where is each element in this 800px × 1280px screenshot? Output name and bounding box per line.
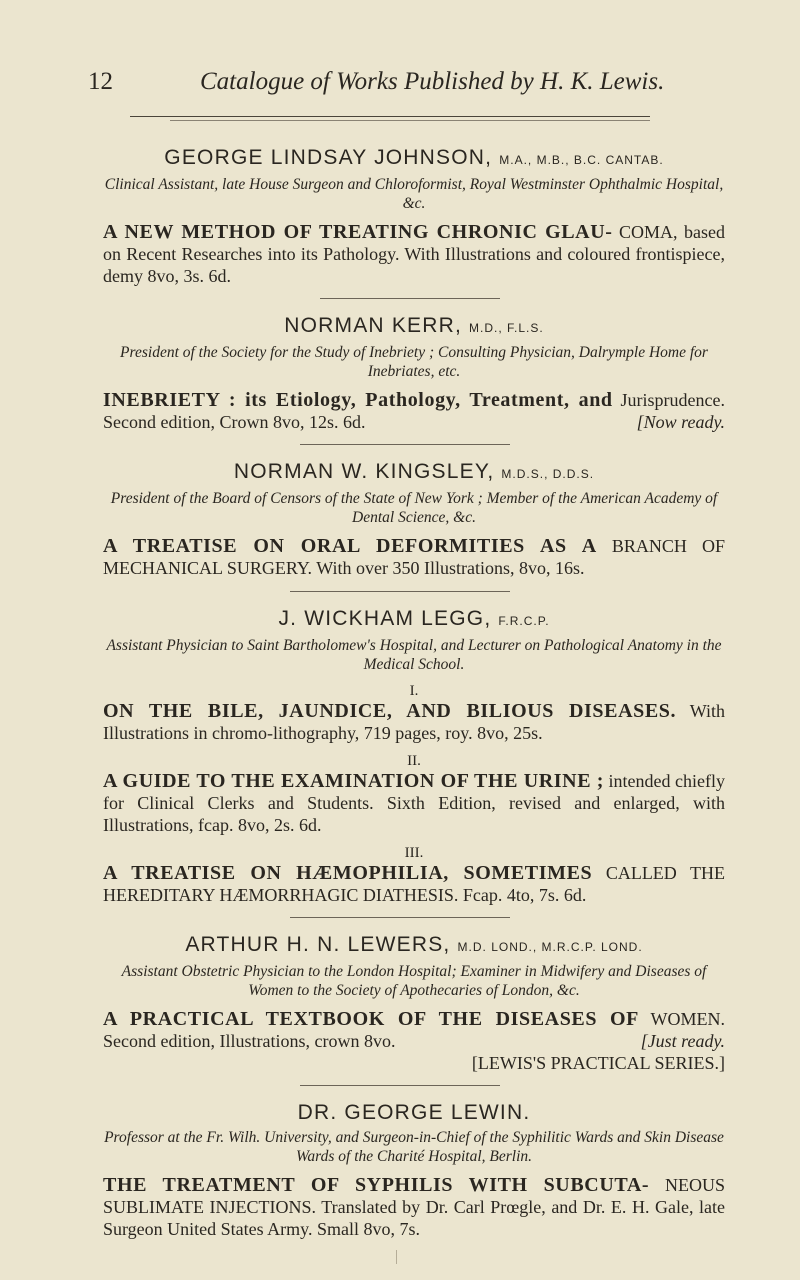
header-rule xyxy=(130,116,650,117)
book-details: BRANCH OF MECHANICAL SURGERY. With over 350 Illustrations, 8vo, 16s. xyxy=(103,536,726,579)
book-title: A NEW METHOD OF TREATING CHRONIC GLAU- xyxy=(103,221,613,243)
book-entry xyxy=(103,700,725,744)
book-title: INEBRIETY : its Etiology, Pathology, Treatment, and xyxy=(103,389,613,412)
book-entry xyxy=(103,389,725,433)
book-entry xyxy=(103,535,725,579)
section-divider xyxy=(290,591,510,592)
author-degrees: M.A., M.B., B.C. CANTAB. xyxy=(499,153,664,167)
section-divider xyxy=(300,444,510,445)
book-title: A PRACTICAL TEXTBOOK OF THE DISEASES OF xyxy=(103,1007,639,1030)
availability-note: [Just ready. xyxy=(640,1030,725,1051)
header-rule-secondary xyxy=(170,120,650,121)
author-degrees: M.D. LOND., M.R.C.P. LOND. xyxy=(457,939,643,954)
book-entry xyxy=(103,221,725,287)
section-divider xyxy=(300,1085,500,1086)
author-name-text: GEORGE LINDSAY JOHNSON, xyxy=(164,146,493,169)
author-name-text: J. WICKHAM LEGG, xyxy=(278,606,492,630)
work-numeral: III. xyxy=(404,844,424,861)
entry-lewin xyxy=(103,1100,725,1240)
book-details: COMA, based on Recent Researches into its Pathology. With Illustrations and coloured frontispiece, demy 8vo, 3s. 6d. xyxy=(103,222,726,286)
author-degrees: M.D.S., D.D.S. xyxy=(501,467,595,482)
author-role: Clinical Assistant, late House Surgeon and Chloroformist, Royal Westminster Ophthalmic Hospital, &c. xyxy=(104,176,724,212)
running-title: Catalogue of Works Published by H. K. Lewis. xyxy=(200,68,665,95)
author-name xyxy=(103,606,725,634)
book-entry xyxy=(103,1174,725,1240)
book-title: THE TREATMENT OF SYPHILIS WITH SUBCUTA- xyxy=(103,1174,665,1196)
author-role: Assistant Obstetric Physician to the London Hospital; Examiner in Midwifery and Diseases of Women to the Society of Apothecaries of London, &c. xyxy=(121,962,707,999)
author-name-text: NORMAN KERR, xyxy=(284,314,462,338)
book-details: NEOUS SUBLIMATE INJECTIONS. Translated by Dr. Carl Prœgle, and Dr. E. H. Gale, late Surgeon United States Army. Small 8vo, 7s. xyxy=(103,1175,725,1239)
book-title: ON THE BILE, JAUNDICE, AND BILIOUS DISEASES. xyxy=(103,699,677,722)
section-divider xyxy=(320,298,500,299)
book-entry xyxy=(103,770,725,836)
author-name-text: ARTHUR H. N. LEWERS, xyxy=(185,932,451,956)
author-role: Professor at the Fr. Wilh. University, and Surgeon-in-Chief of the Syphilitic Wards and Skin Disease Wards of the Charité Hospital, Berlin. xyxy=(104,1129,724,1165)
author-name xyxy=(103,1100,725,1126)
book-title: A GUIDE TO THE EXAMINATION OF THE URINE ; xyxy=(103,769,605,792)
author-name xyxy=(103,145,725,173)
entry-kingsley xyxy=(103,459,725,579)
book-details: WOMEN. Second edition, Illustrations, crown 8vo. xyxy=(103,1008,725,1051)
entry-johnson xyxy=(103,145,725,287)
author-degrees: F.R.C.P. xyxy=(498,613,550,628)
author-name xyxy=(103,932,725,960)
author-name-text: DR. GEORGE LEWIN. xyxy=(297,1101,531,1124)
page-mark xyxy=(396,1250,397,1264)
author-name-text: NORMAN W. KINGSLEY, xyxy=(233,460,495,484)
section-divider xyxy=(290,917,510,918)
availability-note: [Now ready. xyxy=(636,412,725,433)
page-number: 12 xyxy=(88,68,113,95)
entry-kerr xyxy=(103,313,725,433)
book-entry xyxy=(103,1008,725,1074)
series-note: [LEWIS'S PRACTICAL SERIES.] xyxy=(471,1052,725,1073)
author-name xyxy=(103,459,725,487)
book-details: With Illustrations in chromo-lithography, 719 pages, roy. 8vo, 25s. xyxy=(103,700,725,743)
work-numeral: II. xyxy=(407,752,421,769)
work-numeral: I. xyxy=(409,682,419,699)
author-degrees: M.D., F.L.S. xyxy=(469,321,544,336)
author-role: Assistant Physician to Saint Bartholomew's Hospital, and Lecturer on Pathological Anatomy in the Medical School. xyxy=(106,636,722,673)
entry-legg xyxy=(103,606,725,906)
book-title: A TREATISE ON HÆMOPHILIA, SOMETIMES xyxy=(103,861,593,884)
entry-lewers xyxy=(103,932,725,1074)
book-entry xyxy=(103,862,725,906)
author-name xyxy=(103,313,725,341)
book-details: Jurisprudence. Second edition, Crown 8vo, 12s. 6d. xyxy=(103,390,725,433)
book-details: intended chiefly for Clinical Clerks and Students. Sixth Edition, revised and enlarged, with Illustrations, fcap. 8vo, 2s. 6d. xyxy=(103,770,725,835)
book-title: A TREATISE ON ORAL DEFORMITIES AS A xyxy=(103,535,597,558)
book-details: CALLED THE HEREDITARY HÆMORRHAGIC DIATHESIS. Fcap. 4to, 7s. 6d. xyxy=(103,862,726,905)
author-role: President of the Society for the Study of Inebriety ; Consulting Physician, Dalrymple Home for Inebriates, etc. xyxy=(120,344,708,381)
author-role: President of the Board of Censors of the State of New York ; Member of the American Academy of Dental Science, &c. xyxy=(110,490,718,527)
